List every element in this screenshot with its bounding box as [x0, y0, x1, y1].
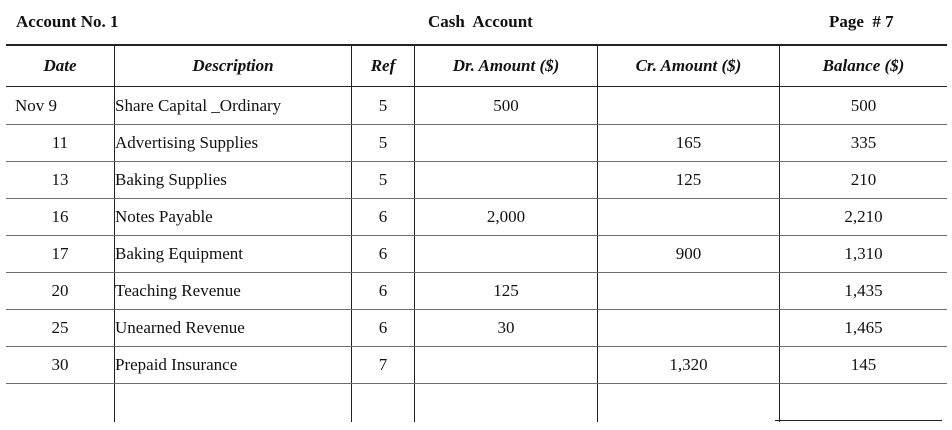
cell-date-empty [6, 384, 115, 423]
cell-balance: 1,465 [780, 310, 948, 347]
ledger-header [6, 45, 947, 87]
cell-date: 16 [6, 199, 115, 236]
cell-ref: 6 [352, 236, 415, 273]
table-row [6, 310, 947, 347]
cell-balance: 210 [780, 162, 948, 199]
cell-description-empty [115, 384, 352, 423]
cell-balance: 2,210 [780, 199, 948, 236]
table-row [6, 199, 947, 236]
col-header-ref: Ref [352, 45, 415, 87]
cell-dr-amount: 2,000 [415, 199, 598, 236]
table-row [6, 347, 947, 384]
cell-dr-amount: 125 [415, 273, 598, 310]
cell-date: 30 [6, 347, 115, 384]
ledger-body [6, 87, 947, 423]
cell-cr-amount: 165 [598, 125, 780, 162]
cell-description: Advertising Supplies [115, 125, 352, 162]
cell-cr-amount [598, 310, 780, 347]
cell-date: 13 [6, 162, 115, 199]
cell-cr-amount [598, 199, 780, 236]
cell-ref: 6 [352, 310, 415, 347]
cell-ref: 5 [352, 87, 415, 125]
cell-ref: 5 [352, 125, 415, 162]
account-number: Account No. 1 [16, 12, 119, 31]
cell-description: Unearned Revenue [115, 310, 352, 347]
cell-cr-amount-empty [598, 384, 780, 423]
cell-description: Baking Equipment [115, 236, 352, 273]
balance-underline [775, 420, 942, 421]
table-row [6, 125, 947, 162]
cell-dr-amount: 500 [415, 87, 598, 125]
cell-dr-amount-empty [415, 384, 598, 423]
cell-description: Baking Supplies [115, 162, 352, 199]
cell-ref: 6 [352, 199, 415, 236]
cell-date: 11 [6, 125, 115, 162]
col-header-description: Description [115, 45, 352, 87]
table-row-blank [6, 384, 947, 423]
cell-balance: 335 [780, 125, 948, 162]
cell-dr-amount [415, 347, 598, 384]
cell-dr-amount [415, 125, 598, 162]
cell-cr-amount: 900 [598, 236, 780, 273]
col-header-balance: Balance ($) [780, 45, 948, 87]
cell-description: Teaching Revenue [115, 273, 352, 310]
cell-cr-amount: 1,320 [598, 347, 780, 384]
cell-description: Prepaid Insurance [115, 347, 352, 384]
cell-ref: 7 [352, 347, 415, 384]
cell-ref: 5 [352, 162, 415, 199]
account-title: Cash Account [428, 12, 533, 31]
cell-dr-amount [415, 236, 598, 273]
cell-balance-empty [780, 384, 948, 423]
cell-cr-amount [598, 87, 780, 125]
cell-cr-amount [598, 273, 780, 310]
page-number: Page # 7 [829, 12, 894, 31]
cell-date: 17 [6, 236, 115, 273]
cell-description: Share Capital _Ordinary [115, 87, 352, 125]
table-row [6, 162, 947, 199]
cell-dr-amount [415, 162, 598, 199]
table-row [6, 87, 947, 125]
cell-date: 20 [6, 273, 115, 310]
cell-balance: 145 [780, 347, 948, 384]
cell-balance: 1,435 [780, 273, 948, 310]
table-row [6, 273, 947, 310]
cell-ref: 6 [352, 273, 415, 310]
col-header-cr-amount: Cr. Amount ($) [598, 45, 780, 87]
header-row [6, 45, 947, 87]
cell-balance: 1,310 [780, 236, 948, 273]
cell-description: Notes Payable [115, 199, 352, 236]
cell-dr-amount: 30 [415, 310, 598, 347]
cell-date: Nov 9 [6, 87, 115, 125]
table-row [6, 236, 947, 273]
ledger-table [6, 44, 947, 422]
col-header-date: Date [6, 45, 115, 87]
cell-cr-amount: 125 [598, 162, 780, 199]
cell-ref-empty [352, 384, 415, 423]
col-header-dr-amount: Dr. Amount ($) [415, 45, 598, 87]
cell-date: 25 [6, 310, 115, 347]
cell-balance: 500 [780, 87, 948, 125]
